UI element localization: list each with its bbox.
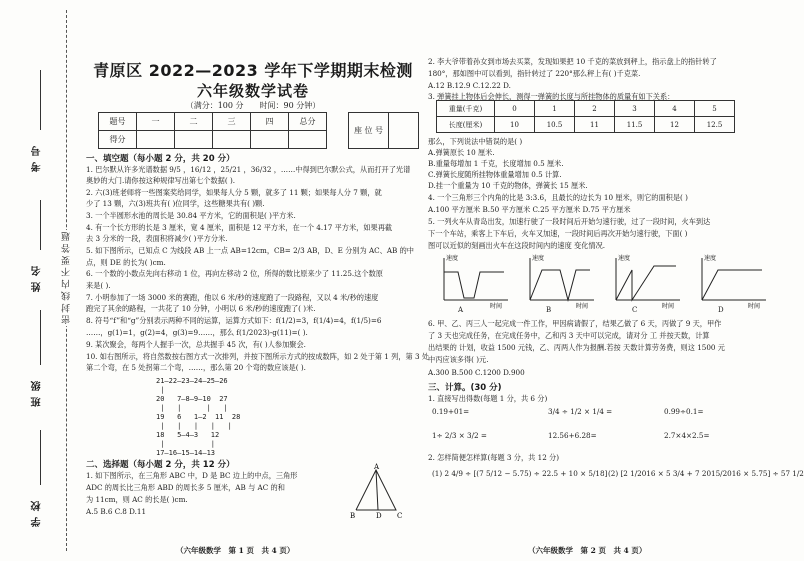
q6-line: 了 3 天也完成任务，在完成任务中，乙和丙 3 天中可以完成，请对分 工 并按天数，计算	[428, 331, 710, 340]
exam-info: （满分：100 分 时间：90 分钟）	[185, 101, 321, 110]
spiral-row: 21—22—23—24—25—26	[156, 377, 228, 385]
spiral-row: |	[156, 386, 165, 394]
s1-line: 5. 如下图所示，已知点 C 为线段 AB 上一点 AB=12cm，CB= 2/3 AB，D、E 分别为 AC、AB 的中	[86, 246, 414, 255]
graph-d-xlabel: 时间	[748, 303, 761, 310]
spring-cell: 11	[575, 117, 615, 133]
calc1-item: 12.56+6.28=	[548, 431, 597, 440]
q4-line: 4. 一个三角形三个内角的比是 3:3.6，且最长的边长为 10 厘米，则它的面积是( )	[428, 193, 688, 202]
score-header-cell: 总分	[289, 113, 327, 131]
xue-xiao-field[interactable]	[40, 430, 41, 485]
page-footer-right: （六年级数学 第 2 页 共 4 页）	[528, 546, 647, 555]
spiral-row: 18 5—4—3 12	[156, 431, 220, 439]
spring-cell: 12	[655, 117, 695, 133]
s1-line: ……，g(1)=1，g(2)=4，g(3)=9……，那么 f(1/2023)-g(11)=( ).	[86, 328, 308, 337]
calc1-item: 0.19+01=	[432, 407, 470, 416]
s1-line: 去 3 分米的一段，表面积将减少( )平方分米.	[86, 234, 228, 243]
s1-line: 点，则 DE 的长为( )cm.	[86, 258, 166, 267]
graph-c-xlabel: 时间	[662, 303, 675, 310]
triangle-label-a: A	[374, 463, 380, 471]
spring-header: 长度(厘米)	[437, 117, 495, 133]
page-footer-left: （六年级数学 第 1 页 共 4 页）	[176, 546, 295, 555]
triangle-label-b: B	[350, 512, 356, 520]
score-cell[interactable]	[251, 131, 289, 149]
score-cell[interactable]	[137, 131, 175, 149]
s2-line: 为 11cm，则 AC 的长是( )cm.	[86, 495, 188, 504]
triangle-label-c: C	[397, 512, 403, 520]
s2-line: ADC 的周长比三角形 ABD 的周长多 5 厘米，AB 与 AC 的和	[86, 483, 285, 492]
graph-b-xlabel: 时间	[576, 303, 589, 310]
q3b-line: A.弹簧原长 10 厘米.	[428, 148, 495, 157]
calc2-item: (1) 2 4/9 ÷ [(7 5/12 − 5.75) ÷ 22.5 + 10 × 5/18]	[432, 469, 608, 478]
spring-cell: 3	[615, 101, 655, 117]
q6-options: A.300 B.500 C.1200 D.900	[428, 368, 525, 377]
seal-text: 密 封 线 内 不 要 答 题	[62, 232, 72, 325]
triangle-label-d: D	[376, 512, 382, 520]
score-header-cell: 四	[251, 113, 289, 131]
q3b-line: D.挂一个重量为 10 千克的物体，弹簧长 15 厘米.	[428, 181, 588, 190]
s2-line: 1. 如下图所示，在三角形 ABC 中，D 是 BC 边上的中点，三角形	[86, 471, 298, 480]
q2-line: 2. 李大爷带着孙女到市场去买菜，发现如果把 10 千克的菜放到秤上，指示盘上的指针转了	[428, 57, 717, 66]
q3b-line: 那么，下列说法中错误的是( )	[428, 137, 523, 146]
s1-line: 跑完了其余的路程，一共花了 10 分钟，小明以 6 米/秒的速度跑了( )米.	[86, 304, 316, 313]
s1-line: 来是( ).	[86, 281, 111, 290]
spiral-row: 20 7—8—9—10 27	[156, 395, 228, 403]
s1-line: 10. 如右图所示，将自然数按右图方式一次排列，并按下图所示方式的按成数阵，如 2 处于第 1 列，第 3 处	[86, 352, 430, 361]
q3b-line: B.重量每增加 1 千克，长度增加 0.5 厘米.	[428, 159, 564, 168]
q3-line: 3. 弹簧挂上物体后会伸长，测得一弹簧的长度与所挂物体的质量有如下关系：	[428, 92, 675, 101]
q5-line: 下一个车站，乘客上下车后，火车又加速，一段时间后再次开始匀速行驶，下面( )	[428, 229, 688, 238]
s1-line: 8. 符号“f”和“g”分别表示两种不同的运算，运算方式如下：f(1/2)=3，f(1/4)=4，f(1/5)=6	[86, 316, 382, 325]
ban-ji-label: 班级	[32, 375, 43, 407]
calc1-item: 2.7×4×2.5=	[664, 431, 710, 440]
graph-a-letter: A	[458, 306, 464, 314]
spiral-row: 17—16—15—14—13	[156, 449, 216, 457]
q6-line: 中丙应该多得( )元.	[428, 355, 489, 364]
spring-cell: 2	[575, 101, 615, 117]
calc2-item: (2) [2 1/2016 × 5 3/4 + 7 2015/2016 × 5.75] ÷ 57 1/2	[608, 469, 804, 478]
calc1-item: 0.99÷0.1=	[664, 407, 704, 416]
xing-ming-label: 姓名	[32, 260, 43, 292]
seat-label: 座 位 号	[349, 113, 389, 149]
graph-a-ylabel: 速度	[446, 255, 459, 262]
spiral-row: | | | | |	[156, 422, 232, 430]
q5-line: 5. 一列火车从青岛出发，加速行驶了一段时间后开始匀速行驶，过了一段时间，火车到达	[428, 217, 711, 226]
spiral-row: 19 6 1—2 11 28	[156, 413, 241, 421]
s1-line: 6. 一个数的小数点先向右移动 1 位，再向左移动 2 位，所得的数比原来少了 11.25.这个数原	[86, 269, 383, 278]
s1-line: 3. 一个半圆形水池的周长是 30.84 平方米，它的面积是( )平方米.	[86, 211, 296, 220]
graph-c-ylabel: 速度	[618, 255, 631, 262]
spring-cell: 5	[695, 101, 735, 117]
spring-cell: 0	[495, 101, 535, 117]
spring-cell: 11.5	[615, 117, 655, 133]
spring-header: 重量(千克)	[437, 101, 495, 117]
graph-d-letter: D	[718, 306, 724, 314]
graph-b-ylabel: 速度	[532, 255, 545, 262]
spring-cell: 10.5	[535, 117, 575, 133]
graph-a-xlabel: 时间	[490, 303, 503, 310]
score-table	[98, 112, 327, 149]
s1-line: 7. 小明参加了一场 3000 米的赛跑，他以 6 米/秒的速度跑了一段路程，又以 4 米/秒的速度	[86, 293, 379, 302]
spring-cell: 4	[655, 101, 695, 117]
calc1-heading: 1. 直接写出得数(每题 1 分，共 6 分)	[428, 394, 548, 403]
section3-heading: 三、计算。(30 分)	[428, 383, 502, 393]
triangle-figure	[348, 462, 408, 520]
q2-line: 180°，那如图中可以看到，指针转过了 220°那么秤上有( )千克菜.	[428, 69, 641, 78]
kao-hao-label: 考号	[32, 140, 43, 172]
xing-ming-field[interactable]	[40, 200, 41, 250]
s1-line: 第二个弯，在 5 处拐第二个弯，……，那么第 20 个弯的数应该是( ).	[86, 363, 306, 372]
seat-cell[interactable]	[389, 113, 419, 149]
calc1-item: 3/4 ÷ 1/2 × 1/4 =	[548, 407, 613, 416]
graph-b-letter: B	[546, 306, 552, 314]
spring-cell: 1	[535, 101, 575, 117]
calc2-heading: 2. 怎样简便怎样算(每题 3 分，共 12 分)	[428, 453, 560, 462]
score-header-cell: 题号	[99, 113, 137, 131]
q2-options: A.12 B.12.9 C.12.22 D.	[428, 81, 511, 90]
spiral-row: | | | |	[156, 404, 228, 412]
graph-a	[434, 252, 512, 308]
xue-xiao-label: 学校	[32, 495, 43, 527]
graph-b	[520, 252, 598, 308]
spring-cell: 12.5	[695, 117, 735, 133]
s1-line: 少了 13 颗，六(3)班共有( )位同学，这些糖果共有( )颗.	[86, 199, 265, 208]
kao-hao-field[interactable]	[40, 70, 41, 130]
score-cell[interactable]	[175, 131, 213, 149]
exam-subtitle: 六年级数学试卷	[196, 82, 309, 100]
spring-cell: 10	[495, 117, 535, 133]
score-header-cell: 二	[175, 113, 213, 131]
q4-options: A.100 平方厘米 B.50 平方厘米 C.25 平方厘米 D.75 平方厘米	[428, 205, 631, 214]
score-header-cell: 一	[137, 113, 175, 131]
spring-table	[436, 100, 735, 133]
score-cell[interactable]	[213, 131, 251, 149]
score-cell[interactable]	[289, 131, 327, 149]
s2-options: A.5 B.6 C.8 D.11	[86, 507, 147, 516]
q5-line: 图可以近似的刻画出火车在这段时间内的速度 变化情况.	[428, 241, 606, 250]
section1-heading: 一、填空题（每小题 2 分，共 20 分）	[86, 154, 235, 164]
s1-line: 4. 有一个长方形的长是 3 厘米，宽 4 厘米，面积是 12 平方米，在一个 4.17 平方米，如果再截	[86, 223, 393, 232]
binding-strip	[0, 0, 84, 561]
exam-title: 青原区 2022—2023 学年下学期期末检测	[93, 61, 413, 80]
graph-d	[692, 252, 770, 308]
s1-line: 9. 某次聚会，每两个人握手一次，总共握手 45 次，有( )人参加聚会.	[86, 340, 306, 349]
s1-line: 2. 六(3)班老师将一些图案奖给同学，如果每人分 5 颗，就多了 11 颗；如果每人分 7 颗，就	[86, 188, 382, 197]
graph-c-letter: C	[632, 306, 638, 314]
q3b-line: C.弹簧长度随所挂物体重量增加 0.5 计算.	[428, 170, 562, 179]
spiral-row: | |	[156, 440, 216, 448]
ban-ji-field[interactable]	[40, 310, 41, 365]
score-row-label: 得分	[99, 131, 137, 149]
section2-heading: 二、选择题（每小题 2 分，共 12 分）	[86, 460, 235, 470]
q6-line: 出结果的 计划，收益 1500 元钱，乙、丙两人作为报酬.若按 天数计算劳务费，则这 1500 元	[428, 343, 725, 352]
graph-c	[606, 252, 684, 308]
s1-line: 奥妙的大门.请你按这种规律写出第七个数据( ).	[86, 176, 236, 185]
score-header-cell: 三	[213, 113, 251, 131]
seat-table	[348, 112, 419, 149]
q6-line: 6. 甲、乙、丙三人一起完成一件工作，甲因病请假了，结果乙做了 6 天，丙做了 9 天，甲作	[428, 319, 722, 328]
calc1-item: 1÷ 2/3 × 3/2 =	[432, 431, 487, 440]
s1-line: 1. 巴尔默从许多光谱数据 9/5 ，16/12 ，25/21 ，36/32 ，……中得到巴尔默公式，从而打开了光谱	[86, 165, 411, 174]
graph-d-ylabel: 速度	[704, 255, 717, 262]
